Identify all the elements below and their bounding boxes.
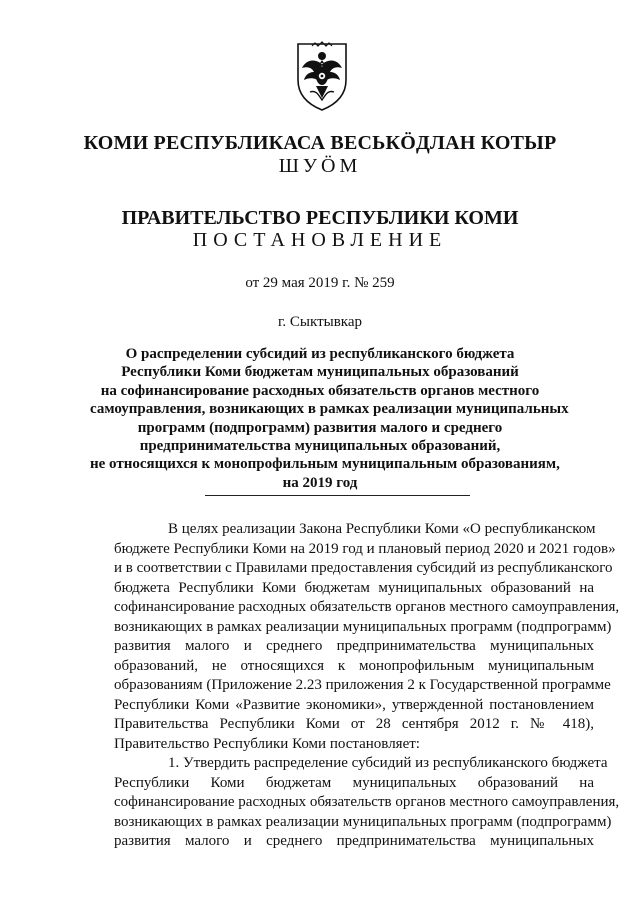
body-line: развития малого и среднего предпринимательства муниципальных [114, 833, 594, 849]
body-line: 1. Утвердить распределение субсидий из республиканского бюджета [168, 755, 608, 771]
body-line: образованиям (Приложение 2.23 приложения 2 к Государственной программе [114, 677, 611, 693]
date-and-number: от 29 мая 2019 г. № 259 [245, 275, 395, 291]
subject-line: О распределении субсидий из республиканского бюджета [125, 346, 515, 362]
government-title: ПРАВИТЕЛЬСТВО РЕСПУБЛИКИ КОМИ [121, 207, 519, 229]
subject-divider [205, 495, 470, 496]
subject-line: программ (подпрограмм) развития малого и среднего [137, 419, 503, 436]
body-line: возникающих в рамках реализации муниципальных программ (подпрограмм) [114, 813, 612, 830]
body-line: образований, не относящихся к монопрофильным муниципальным [114, 657, 594, 674]
body-line: В целях реализации Закона Республики Коми «О республиканском [168, 521, 596, 537]
body-line: и в соответствии с Правилами предоставления субсидий из республиканского [114, 560, 613, 576]
komi-republic-coat-of-arms-icon [294, 40, 350, 112]
resolution-subject [90, 345, 569, 492]
body-line: развития малого и среднего предпринимательства муниципальных [114, 638, 594, 654]
body-line: софинансирование расходных обязательств органов местного самоуправления, [114, 599, 620, 615]
subject-line: предпринимательства муниципальных образований, [139, 438, 501, 455]
komi-government-title: КОМИ РЕСПУБЛИКАСА ВЕСЬКÖДЛАН КОТЫР [83, 132, 557, 154]
resolution-word: ПОСТАНОВЛЕНИЕ [192, 229, 448, 251]
body-line: софинансирование расходных обязательств органов местного самоуправления, [114, 794, 620, 810]
komi-resolution-word: ШУÖМ [278, 155, 362, 177]
subject-line: на 2019 год [282, 474, 358, 491]
subject-line: Республики Коми бюджетам муниципальных образований [121, 364, 519, 381]
body-line: Республики Коми «Развитие экономики», утвержденной постановлением [114, 696, 594, 713]
resolution-body [114, 520, 620, 852]
subject-line: не относящихся к монопрофильным муниципальным образованиям, [90, 456, 560, 473]
body-line: Правительства Республики Коми от 28 сентября 2012 г. № 418), [114, 716, 594, 732]
body-line: Правительство Республики Коми постановляет: [114, 735, 420, 752]
city: г. Сыктывкар [277, 314, 363, 330]
body-line: бюджете Республики Коми на 2019 год и плановый период 2020 и 2021 годов» [114, 540, 616, 557]
body-line: Республики Коми бюджетам муниципальных образований на [114, 774, 594, 791]
body-line: бюджета Республики Коми бюджетам муниципальных образований на [114, 579, 594, 596]
subject-line: на софинансирование расходных обязательств органов местного [100, 382, 540, 399]
subject-line: самоуправления, возникающих в рамках реализации муниципальных [90, 401, 569, 418]
body-line: возникающих в рамках реализации муниципальных программ (подпрограмм) [114, 618, 612, 635]
